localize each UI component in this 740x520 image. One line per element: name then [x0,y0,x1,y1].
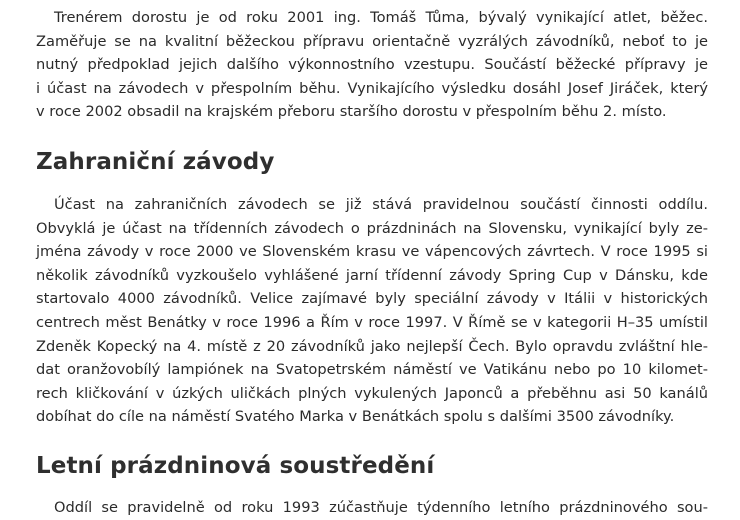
text-line: dat oranžovobílý lampiónek na Svatopetrském náměstí ve Vatikánu nebo po 10 kilomet- [36,361,708,379]
text-line: startovalo 4000 závodníků. Velice zajímavé byly speciální závody v Itálii v historických [36,290,708,308]
paragraph-foreign-races [36,193,708,429]
text-line: dobíhat do cíle na náměstí Svatého Marka v Benátkách spolu s dalšími 3500 závodníky. [36,408,675,426]
text-line: rech kličkování v úzkých uličkách plných vykulených Japonců a přeběhnu asi 50 kanálů [36,384,708,402]
section-heading-summer-camps: Letní prázdninová soustředění [36,453,435,479]
text-line: centrech měst Benátky v roce 1996 a Řím v roce 1997. V Římě se v kategorii H–35 umístil [36,313,708,331]
text-line: několik závodníků vyzkoušelo vyhlášené jarní třídenní závody Spring Cup v Dánsku, kde [36,266,708,284]
text-line: Trenérem dorostu je od roku 2001 ing. Tomáš Tůma, bývalý vynikající atlet, běžec. [54,9,708,26]
text-line: nutný předpoklad jejich dalšího výkonnostního vzestupu. Součástí běžecké přípravy je [36,56,708,74]
text-line: Zdeněk Kopecký na 4. místě z 20 závodníků jako nejlepší Čech. Bylo opravdu zvláštní hle- [36,337,708,355]
text-line: Obvyklá je účast na třídenních závodech o prázdninách na Slovensku, vynikající byly ze- [36,219,708,237]
paragraph-coach [36,6,708,124]
text-line: v roce 2002 obsadil na krajském přeboru staršího dorostu v přespolním běhu 2. místo. [36,103,667,121]
paragraph-summer-camps [36,496,708,520]
text-line: Oddíl se pravidelně od roku 1993 zúčastňuje týdenního letního prázdninového sou- [54,499,708,516]
text-line: jména závody v roce 2000 ve Slovenském krasu ve vápencových závrtech. V roce 1995 si [36,243,708,261]
text-line: Zaměřuje se na kvalitní běžeckou přípravu orientačně vyzrálých závodníků, neboť to je [36,32,708,50]
text-line: i účast na závodech v přespolním běhu. Vynikajícího výsledku dosáhl Josef Jiráček, který [36,79,708,97]
text-line: Účast na zahraničních závodech se již stává pravidelnou součástí činnosti oddílu. [54,196,708,213]
section-heading-foreign-races: Zahraniční závody [36,149,275,175]
